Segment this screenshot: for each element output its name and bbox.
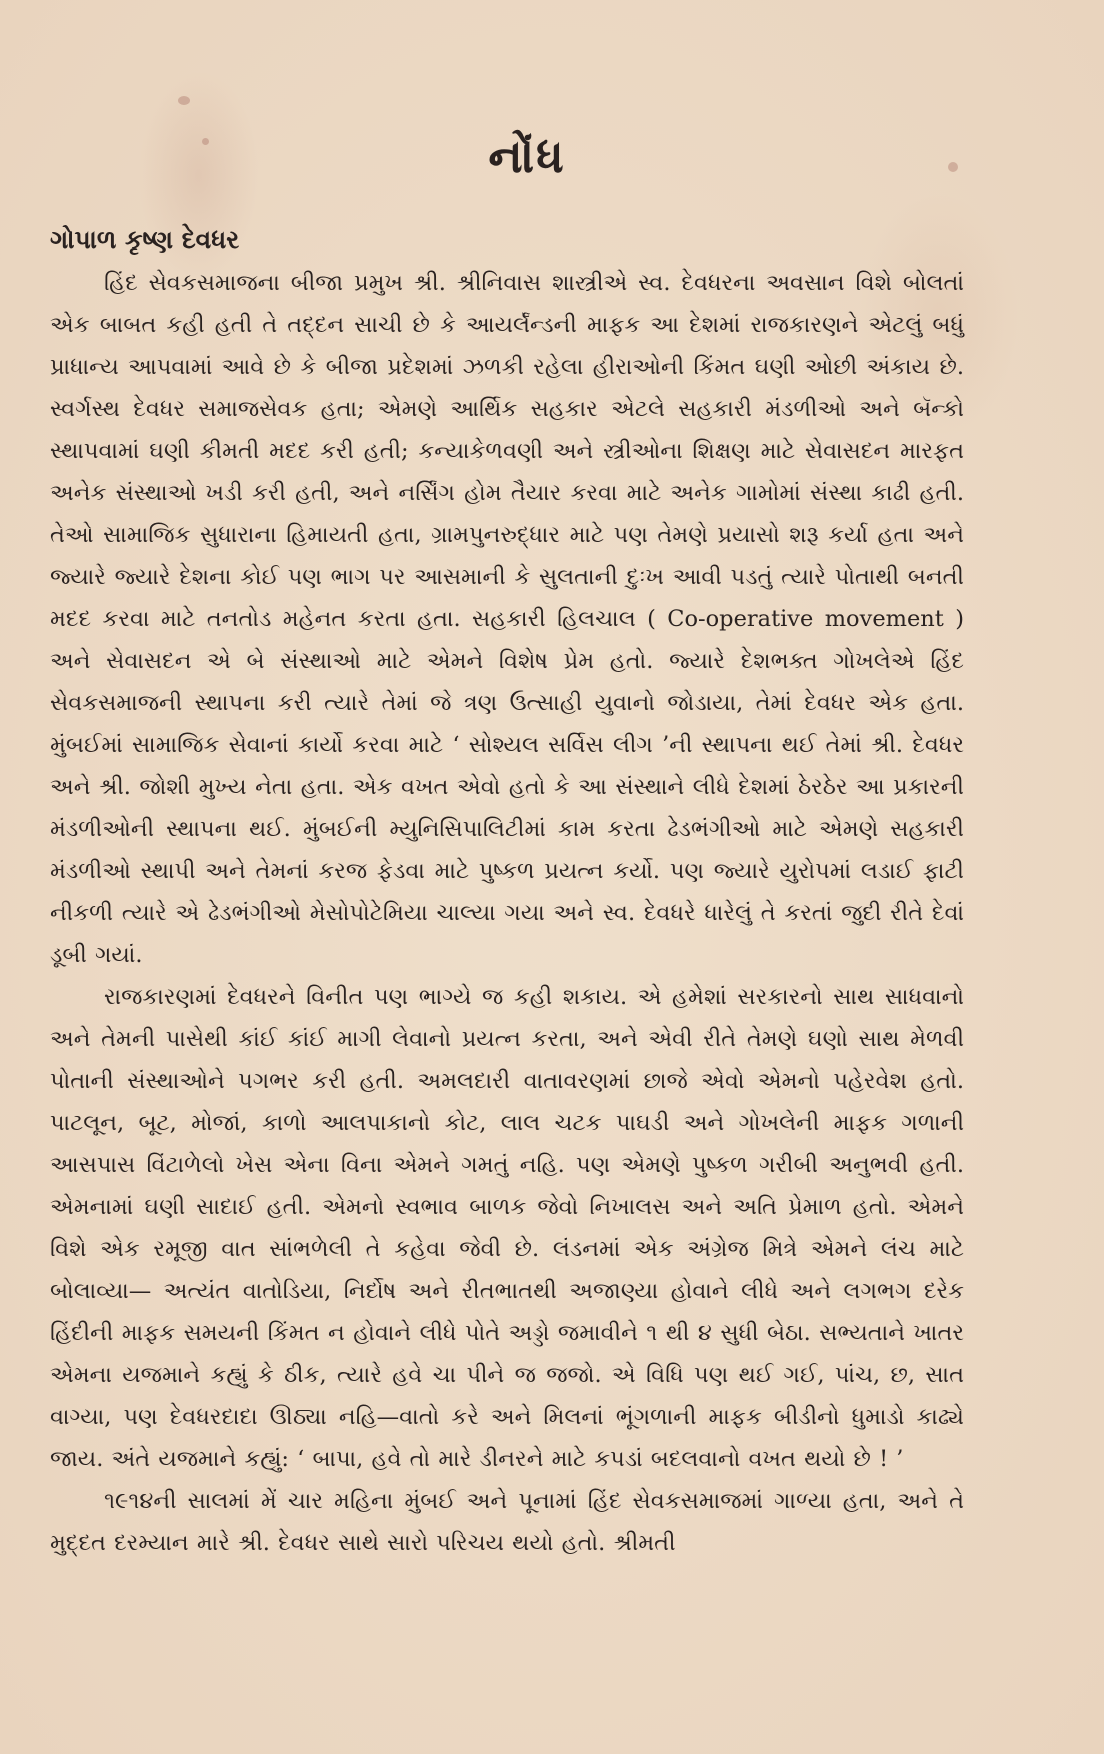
paragraph: ૧૯૧૪ની સાલમાં મેં ચાર મહિના મુંબઈ અને પૂનામાં હિંદ સેવકસમાજમાં ગાળ્યા હતા, અને તે મુદ્દત દરમ્યાન મારે શ્રી. દેવધર સાથે સારો પરિચય થયો હતો. શ્રીમતી [50, 1488, 964, 1556]
paragraph: રાજકારણમાં દેવધરને વિનીત પણ ભાગ્યે જ કહી શકાય. એ હમેશાં સરકારનો સાથ સાધવાનો અને તેમની પાસેથી કાંઈ કાંઈ માગી લેવાનો પ્રયત્ન કરતા, અને એવી રીતે તેમણે ઘણો સાથ મેળવી પોતાની સંસ્થાઓને પગભર કરી હતી. અમલદારી વાતાવરણમાં છાજે એવો એમનો પહેરવેશ હતો. પાટલૂન, બૂટ, મોજાં, કાળો આલપાકાનો કોટ, લાલ ચટક પાઘડી અને ગોખલેની માફક ગળાની આસપાસ વિંટાળેલો ખેસ એના વિના એમને ગમતું નહિ. પણ એમણે પુષ્કળ ગરીબી અનુભવી હતી. એમનામાં ઘણી સાદાઈ હતી. એમનો સ્વભાવ બાળક જેવો નિખાલસ અને અતિ પ્રેમાળ હતો. એમને વિશે એક રમૂજી વાત સાંભળેલી તે કહેવા જેવી છે. લંડનમાં એક અંગ્રેજ મિત્રે એમને લંચ માટે બોલાવ્યા— અત્યંત વાતોડિયા, નિર્દોષ અને રીતભાતથી અજાણ્યા હોવાને લીધે અને લગભગ દરેક હિંદીની માફક સમયની કિંમત ન હોવાને લીધે પોતે અડ્ડો જમાવીને ૧ થી ૪ સુધી બેઠા. સભ્યતાને ખાતર એમના યજમાને કહ્યું કે ઠીક, ત્યારે હવે ચા પીને જ જજો. એ વિધિ પણ થઈ ગઈ, પાંચ, છ, સાત વાગ્યા, પણ દેવધરદાદા ઊઠ્યા નહિ—વાતો કરે અને મિલનાં ભૂંગળાની માફક બીડીનો ધુમાડો કાઢ્યે જાય. અંતે યજમાને કહ્યું: ‘ બાપા, હવે તો મારે ડીનરને માટે કપડાં બદલવાનો વખત થયો છે ! ’ [50, 984, 964, 1472]
page-title: નોંધ [488, 129, 566, 183]
section-heading: ગોપાળ કૃષ્ણ દેવધર [50, 225, 240, 254]
paragraph: હિંદ સેવકસમાજના બીજા પ્રમુખ શ્રી. શ્રીનિવાસ શાસ્ત્રીએ સ્વ. દેવધરના અવસાન વિશે બોલતાં એક બાબત કહી હતી તે તદ્દન સાચી છે કે આયર્લૅન્ડની માફક આ દેશમાં રાજકારણને એટલું બધું પ્રાધાન્ય આપવામાં આવે છે કે બીજા પ્રદેશમાં ઝળકી રહેલા હીરાઓની કિંમત ઘણી ઓછી અંકાય છે. સ્વર્ગસ્થ દેવધર સમાજસેવક હતા; એમણે આર્થિક સહકાર એટલે સહકારી મંડળીઓ અને બૅન્કો સ્થાપવામાં ઘણી કીમતી મદદ કરી હતી; કન્યાકેળવણી અને સ્ત્રીઓના શિક્ષણ માટે સેવાસદન મારફત અનેક સંસ્થાઓ ખડી કરી હતી, અને નર્સિંગ હોમ તૈયાર કરવા માટે અનેક ગામોમાં સંસ્થા કાઢી હતી. તેઓ સામાજિક સુધારાના હિમાયતી હતા, ગ્રામપુનરુદ્ધાર માટે પણ તેમણે પ્રયાસો શરૂ કર્યા હતા અને જ્યારે જ્યારે દેશના કોઈ પણ ભાગ પર આસમાની કે સુલતાની દુઃખ આવી પડતું ત્યારે પોતાથી બનતી મદદ કરવા માટે તનતોડ મહેનત કરતા હતા. સહકારી હિલચાલ ( Co-operative movement ) અને સેવાસદન એ બે સંસ્થાઓ માટે એમને વિશેષ પ્રેમ હતો. જ્યારે દેશભક્ત ગોખલેએ હિંદ સેવકસમાજની સ્થાપના કરી ત્યારે તેમાં જે ત્રણ ઉત્સાહી યુવાનો જોડાયા, તેમાં દેવધર એક હતા. મુંબઈમાં સામાજિક સેવાનાં કાર્યો કરવા માટે ‘ સોશ્યલ સર્વિસ લીગ ’ની સ્થાપના થઈ તેમાં શ્રી. દેવધર અને શ્રી. જોશી મુખ્ય નેતા હતા. એક વખત એવો હતો કે આ સંસ્થાને લીધે દેશમાં ઠેરઠેર આ પ્રકારની મંડળીઓની સ્થાપના થઈ. મુંબઈની મ્યુનિસિપાલિટીમાં કામ કરતા ઢેડભંગીઓ માટે એમણે સહકારી મંડળીઓ સ્થાપી અને તેમનાં કરજ ફેડવા માટે પુષ્કળ પ્રયત્ન કર્યો. પણ જ્યારે યુરોપમાં લડાઈ ફાટી નીકળી ત્યારે એ ઢેડભંગીઓ મેસોપોટેમિયા ચાલ્યા ગયા અને સ્વ. દેવધરે ધારેલું તે કરતાં જુદી રીતે દેવાં ડૂબી ગયાં. [50, 270, 964, 968]
paper-stain [202, 138, 209, 145]
paper-stain [948, 162, 958, 172]
paper-stain [178, 96, 190, 105]
